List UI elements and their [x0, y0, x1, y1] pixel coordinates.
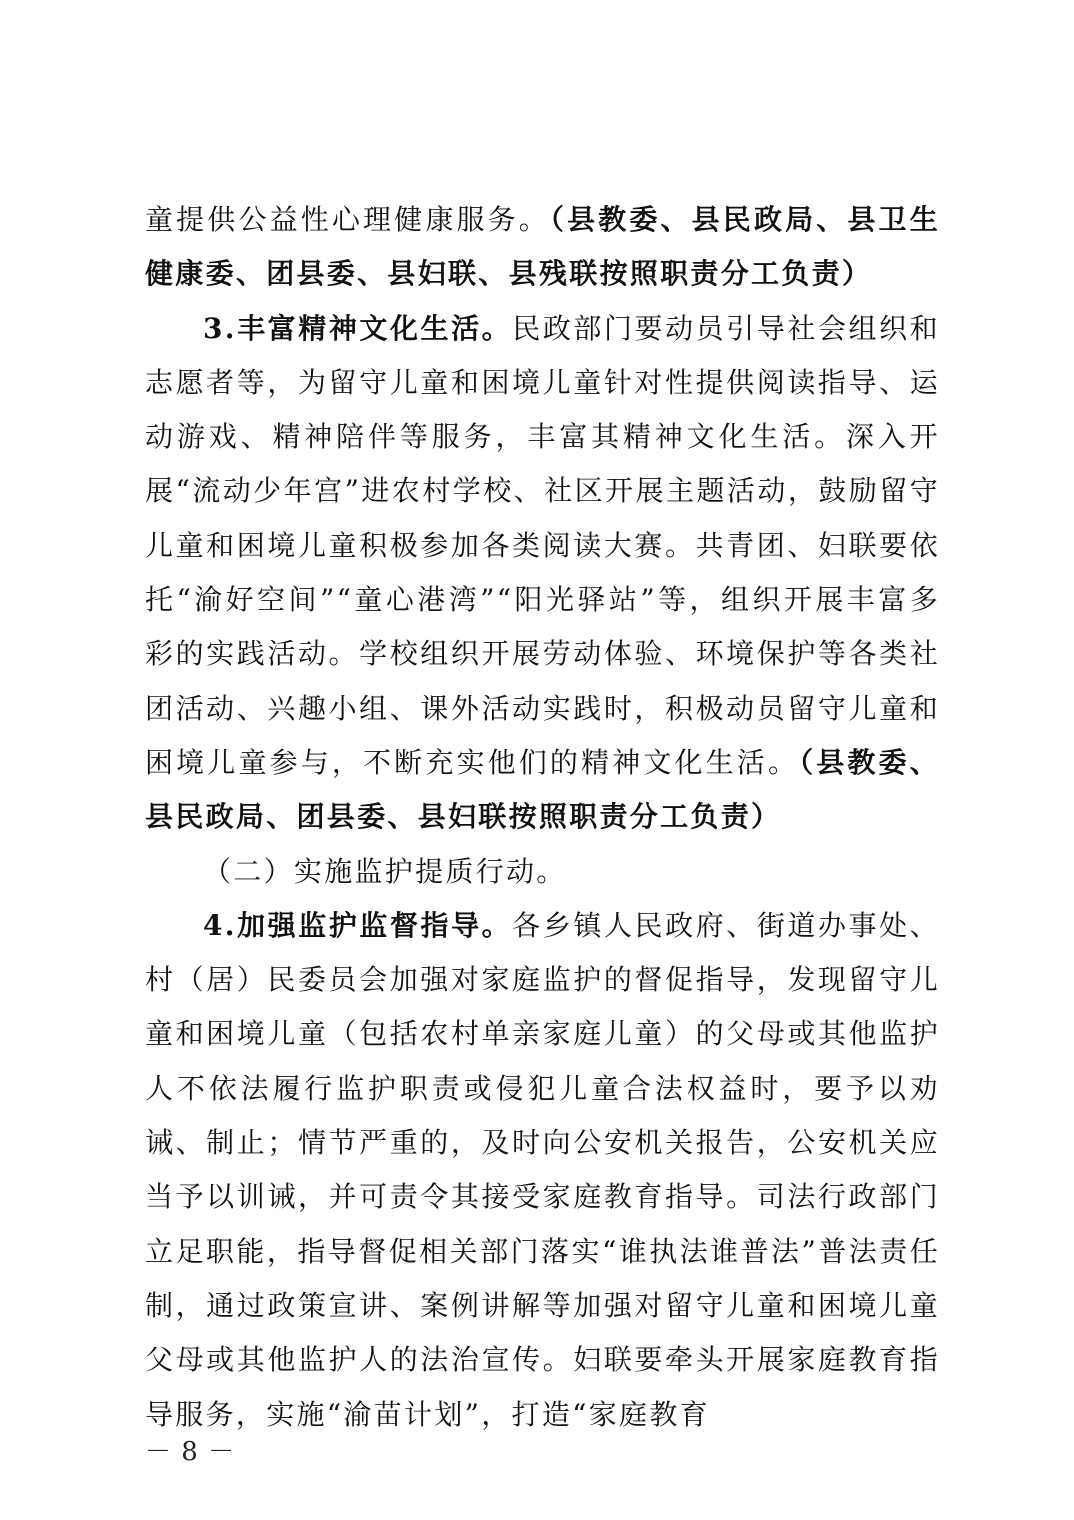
document-body [145, 193, 940, 1442]
paragraph-text: 各乡镇人民政府、街道办事处、村（居）民委员会加强对家庭监护的督促指导，发现留守儿童和困境儿童（包括农村单亲家庭儿童）的父母或其他监护人不依法履行监护职责或侵犯儿童合法权益时，要予以劝诫、制止；情节严重的，及时向公安机关报告，公安机关应当予以训诫，并可责令其接受家庭教育指导。司法行政部门立足职能，指导督促相关部门落实“谁执法谁普法”普法责任制，通过政策宣讲、案例讲解等加强对留守儿童和困境儿童父母或其他监护人的法治宣传。妇联要牵头开展家庭教育指导服务，实施“渝苗计划”，打造“家庭教育 [145, 908, 940, 1431]
paragraph-continuation [145, 193, 940, 302]
responsibility-note: （县教委、县民政局、县卫生健康委、团县委、县妇联、县残联按照职责分工负责） [145, 203, 940, 291]
paragraph-heading: 3.丰富精神文化生活。 [203, 311, 513, 345]
paragraph-enrich-cultural-life [145, 302, 940, 845]
section-heading-text: （二）实施监护提质行动。 [203, 854, 567, 888]
paragraph-text: 民政部门要动员引导社会组织和志愿者等，为留守儿童和困境儿童针对性提供阅读指导、运动游戏、精神陪伴等服务，丰富其精神文化生活。深入开展“流动少年宫”进农村学校、社区开展主题活动，鼓励留守儿童和困境儿童积极参加各类阅读大赛。共青团、妇联要依托“渝好空间”“童心港湾”“阳光驿站”等，组织开展丰富多彩的实践活动。学校组织开展劳动体验、环境保护等各类社团活动、兴趣小组、课外活动实践时，积极动员留守儿童和困境儿童参与，不断充实他们的精神文化生活。 [145, 311, 940, 779]
section-heading [145, 845, 940, 899]
paragraph-heading: 4.加强监护监督指导。 [203, 908, 513, 942]
paragraph-guardianship-supervision [145, 899, 940, 1442]
responsibility-note: （县教委、县民政局、团县委、县妇联按照职责分工负责） [145, 745, 940, 834]
paragraph-text: 童提供公益性心理健康服务。 [145, 203, 550, 236]
page-number: － 8 － [145, 1437, 236, 1467]
